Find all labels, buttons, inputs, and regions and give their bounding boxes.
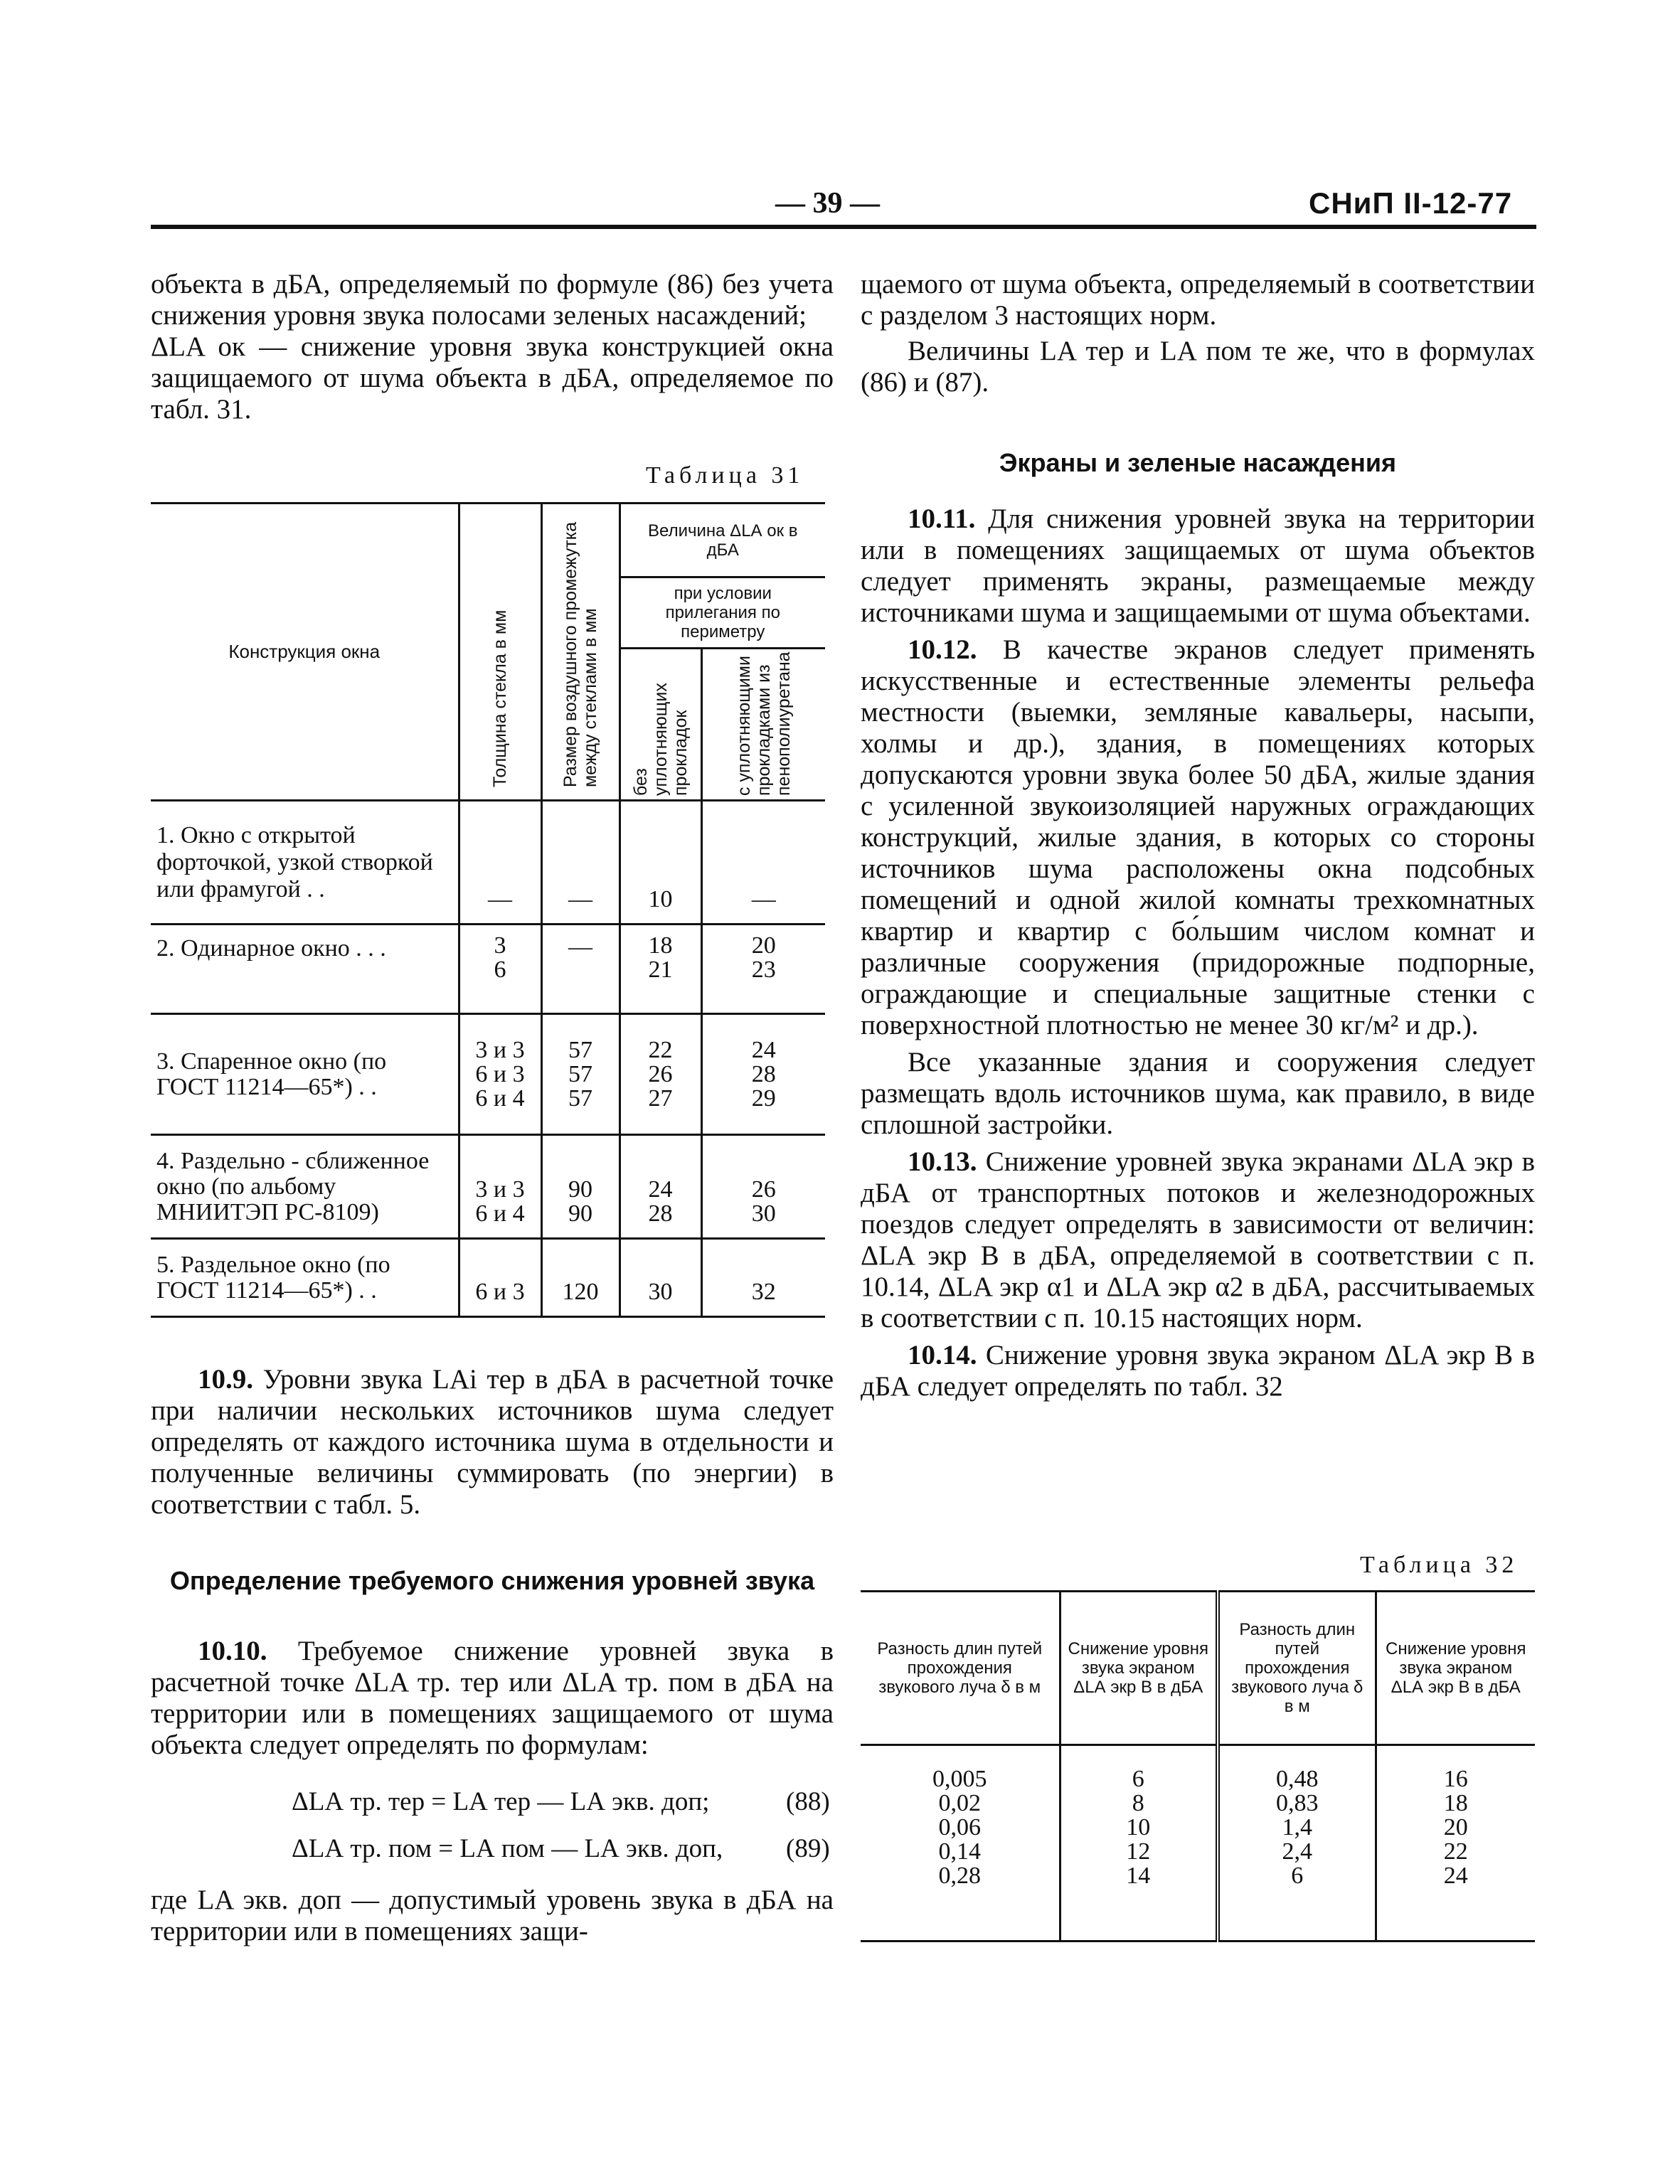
table-row: 5. Раздельное окно (по ГОСТ 11214—65*) . . 6 и 3 120 30 32 <box>151 1239 825 1317</box>
col-header-reduction: Снижение уровня звука экраном ΔLА экр B в дБА <box>1376 1592 1535 1745</box>
col-header-gap: Размер воздушного промежутка между стеклами в мм <box>541 504 620 801</box>
paragraph-10-10: 10.10. Требуемое снижение уровней звука в расчетной точке ΔLA тр. тер или ΔLA тр. пом в дБА на территории или в помещениях защищаемого от шума объекта следует определять по формулам: <box>151 1636 834 1760</box>
col-header-reduction: Снижение уровня звука экраном ΔLА экр B в дБА <box>1060 1592 1218 1745</box>
col-header-path-diff: Разность длин путей прохождения звукового луча δ в м <box>861 1592 1060 1745</box>
header-rule <box>151 225 1536 229</box>
left-final-text: где LA экв. доп — допустимый уровень звука в дБА на территории или в помещениях защи- <box>151 1885 834 1946</box>
table-row: 2. Одинарное окно . . . 3 6 — 18 21 20 23 <box>151 925 825 1014</box>
table-32-caption: Таблица 32 <box>1360 1552 1519 1578</box>
table-31 <box>151 502 825 1318</box>
col-header-without: без уплотняющих прокладок <box>620 649 701 801</box>
right-main-text <box>861 504 1535 1402</box>
table-row: 3. Спаренное окно (по ГОСТ 11214—65*) . . 3 и 3 6 и 3 6 и 4 57 57 57 22 26 27 24 28 29 <box>151 1014 825 1135</box>
left-top-text <box>151 269 834 425</box>
table-31-caption: Таблица 31 <box>646 462 804 489</box>
col-header-value: Величина ΔLА ок в дБА <box>620 504 825 577</box>
col-header-glass: Толщина стекла в мм <box>459 504 541 801</box>
section-heading-left: Определение требуемого снижения уровней звука <box>169 1566 815 1595</box>
col-header-path-diff: Разность длин путей прохождения звукового луча δ в м <box>1218 1592 1376 1745</box>
col-header-condition: при условии прилегания по периметру <box>620 577 825 649</box>
section-heading-right: Экраны и зеленые насаждения <box>999 448 1397 477</box>
paragraph-10-14: 10.14. Снижение уровня звука экраном ΔLA экр B в дБА следует определять по табл. 32 <box>861 1340 1535 1402</box>
formula-88-number: (88) <box>786 1787 830 1816</box>
table-32 <box>861 1590 1535 1942</box>
table-row <box>861 1745 1535 1941</box>
left-bottom-text <box>151 1364 834 1520</box>
formula-89-number: (89) <box>786 1834 830 1863</box>
table-row: 4. Раздельно - сближенное окно (по альбому МНИИТЭП РС-8109) 3 и 3 6 и 4 90 90 24 28 26 30 <box>151 1135 825 1239</box>
paragraph-10-9: 10.9. Уровни звука LAi тер в дБА в расчетной точке при наличии нескольких источников шума следует определять от каждого источника шума в отдельности и полученные величины суммировать (по энергии) в соответствии с табл. 5. <box>151 1364 834 1520</box>
column-path-diff: 0,48 0,83 1,4 2,4 6 <box>1218 1745 1376 1941</box>
table-row: 1. Окно с открытой форточкой, узкой створкой или фрамугой . . — — 10 — <box>151 801 825 925</box>
document-code: СНиП II-12-77 <box>1309 186 1513 220</box>
paragraph: Все указанные здания и сооружения следует размещать вдоль источников шума, как правило, в виде сплошной застройки. <box>861 1047 1535 1140</box>
right-top-text: щаемого от шума объекта, определяемый в соответствии с разделом 3 настоящих норм. Величины LA тер и LA пом те же, что в формулах (86) и (87). <box>861 269 1535 398</box>
paragraph: ΔLA ок — снижение уровня звука конструкцией окна защищаемого от шума объекта в дБА, определяемое по табл. 31. <box>151 331 834 425</box>
col-header-with: с уплотняющими прокладками из пенополиуретана <box>701 649 825 801</box>
paragraph: объекта в дБА, определяемый по формуле (86) без учета снижения уровня звука полосами зеленых насаждений; <box>151 269 834 331</box>
paragraph-10-12: 10.12. В качестве экранов следует применять искусственные и естественные элементы рельефа местности (выемки, земляные кавальеры, насыпи, холмы и др.), здания, в помещениях которых допускаются уровни звука более 50 дБА, жилые здания с усиленной звукоизоляцией наружных ограждающих конструкций, жилые здания, в которых со стороны источников шума расположены окна подсобных помещений и одной жилой комнаты трехкомнатных квартир и квартир с бо́льшим числом комнат и различные сооружения (придорожные подпорные, ограждающие и специальные защитные стенки с поверхностной плотностью не менее 30 кг/м² и др.). <box>861 634 1535 1040</box>
formula-89: ΔLА тр. пом = LА пом — LА экв. доп, <box>292 1834 723 1863</box>
column-reduction: 6 8 10 12 14 <box>1060 1745 1218 1941</box>
formula-88: ΔLА тр. тер = LА тер — LА экв. доп; <box>292 1787 710 1816</box>
paragraph-10-13: 10.13. Снижение уровней звука экранами ΔLA экр в дБА от транспортных потоков и железнодорожных поездов следует определять в зависимости от величин: ΔLA экр B в дБА, определяемой в соответствии с п. 10.14, ΔLA экр α1 и ΔLA экр α2 в дБА, рассчитываемых в соответствии с п. 10.15 настоящих норм. <box>861 1146 1535 1333</box>
paragraph-10-11: 10.11. Для снижения уровней звука на территории или в помещениях защищаемых от шума объектов следует применять экраны, размещаемые между источниками шума и защищаемыми от шума объектами. <box>861 504 1535 628</box>
page-number: — 39 — <box>775 187 880 220</box>
column-reduction: 16 18 20 22 24 <box>1376 1745 1535 1941</box>
col-header-construction: Конструкция окна <box>151 504 459 801</box>
column-path-diff: 0,005 0,02 0,06 0,14 0,28 <box>861 1745 1060 1941</box>
